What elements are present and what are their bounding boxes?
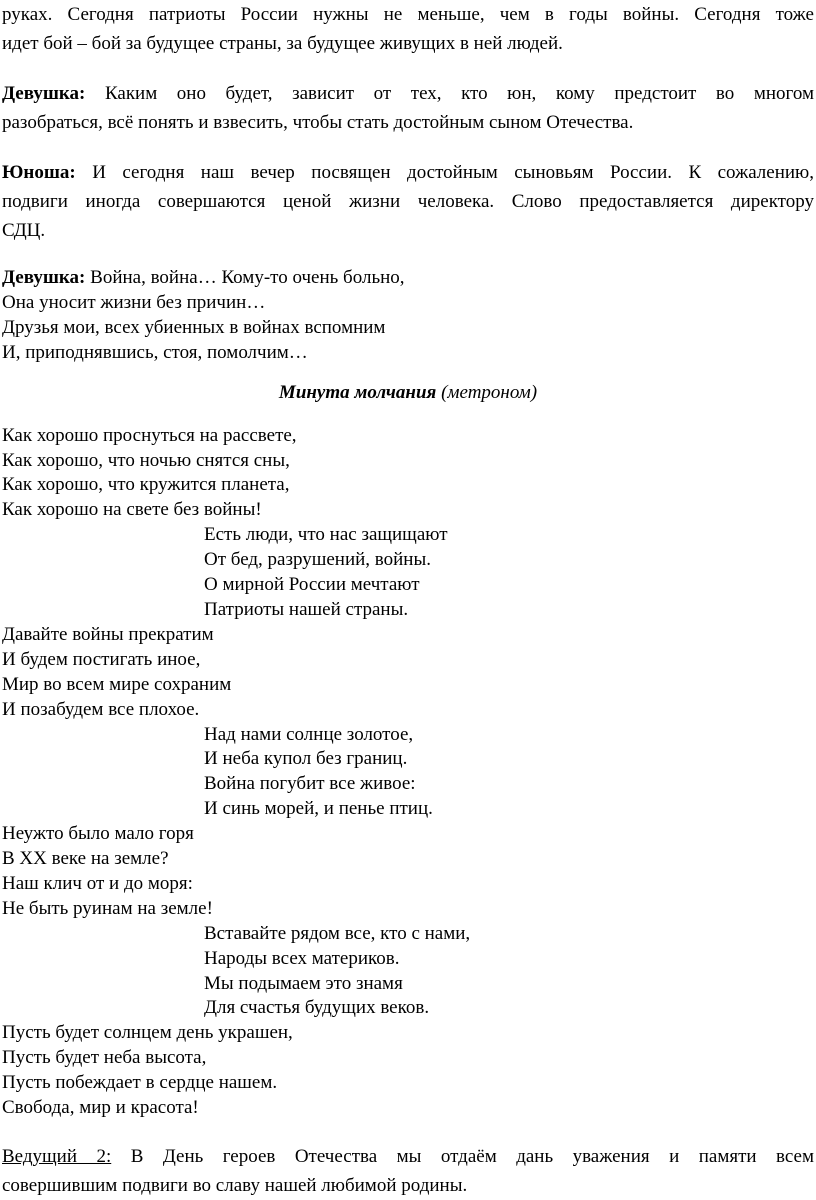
speaker-label: Ведущий 2: [2,1146,112,1167]
host2-text-1: В День героев Отечества мы отдаём дань уважения и памяти всем [111,1146,814,1167]
poem-line: Наш клич от и до моря: [2,872,193,894]
poem-line: И будем постигать иное, [2,648,201,670]
poem-line: Вставайте рядом все, кто с нами, [204,922,471,944]
poem-stanza [2,723,814,823]
speaker-label: Девушка: [2,267,86,288]
poem-stanza [2,623,814,723]
host2-line-2: совершившим подвиги во славу нашей любимой родины. [2,1175,468,1196]
poem-stanza [2,1021,814,1121]
girl-verse-line-2: Она уносит жизни без причин… [2,291,266,313]
boy-paragraph [2,158,814,245]
poem-line: Для счастья будущих веков. [204,997,430,1019]
poem-line: Как хорошо, что кружится планета, [2,474,290,496]
poem-line: И синь морей, и пенье птиц. [204,798,433,820]
poem-line: Пусть будет неба высота, [2,1047,207,1069]
poem-line: Свобода, мир и красота! [2,1097,199,1119]
poem-line: Давайте войны прекратим [2,623,214,645]
girl-paragraph-1-line-2: разобраться, всё понять и взвесить, чтобы стать достойным сыном Отечества. [2,112,634,133]
poem-line: И позабудем все плохое. [2,698,200,720]
boy-paragraph-line-2: подвиги иногда совершаются ценой жизни человека. Слово предоставляется директору [2,191,814,212]
minute-title: Минута молчания [278,381,437,403]
girl-verse-line-1 [2,266,814,291]
poem-line: Мы подымаем это знамя [204,972,403,994]
poem-line: Мир во всем мире сохраним [2,673,232,695]
poem-line: Война погубит все живое: [204,773,416,795]
minute-of-silence-heading [2,378,814,407]
intro-line-2: идет бой – бой за будущее страны, за будущее живущих в ней людей. [2,33,563,54]
poem-stanza [2,922,814,1022]
girl-paragraph-1 [2,79,814,137]
poem-stanza [2,822,814,922]
girl-verse [2,266,814,366]
poem-line: Над нами солнце золотое, [204,723,414,745]
poem-line: Патриоты нашей страны. [204,598,409,620]
poem-line: Неужто было мало горя [2,823,194,845]
poem-line: Народы всех материков. [204,947,400,969]
poem-line: О мирной России мечтают [204,574,420,596]
girl-verse-text-1: Война, война… Кому-то очень больно, [85,267,405,288]
poem-line: И неба купол без границ. [204,748,408,770]
poem-line: От бед, разрушений, войны. [204,549,431,571]
host2-paragraph [2,1142,814,1200]
poem-stanza [2,523,814,623]
girl-text-1: Каким оно будет, зависит от тех, кто юн, кому предстоит во многом [85,83,814,104]
poem-stanza [2,424,814,524]
intro-paragraph [2,0,814,58]
host2-line-1 [2,1142,814,1171]
speaker-label: Девушка: [2,83,86,104]
poem-line: Как хорошо проснуться на рассвете, [2,424,297,446]
poem-line: В ХХ веке на земле? [2,848,169,870]
poem-line: Не быть руинам на земле! [2,897,213,919]
minute-note: (метроном) [441,381,538,403]
poem-line: Как хорошо, что ночью снятся сны, [2,449,290,471]
girl-verse-line-4: И, приподнявшись, стоя, помолчим… [2,341,308,363]
poem-line: Как хорошо на свете без войны! [2,499,262,521]
girl-paragraph-1-line-1 [2,79,814,108]
speaker-label: Юноша: [2,162,76,183]
boy-paragraph-line-3: СДЦ. [2,220,46,241]
poem-line: Пусть побеждает в сердце нашем. [2,1072,278,1094]
intro-line-1: руках. Сегодня патриоты России нужны не меньше, чем в годы войны. Сегодня тоже [2,4,814,25]
poem-line: Пусть будет солнцем день украшен, [2,1022,293,1044]
girl-verse-line-3: Друзья мои, всех убиенных в войнах вспомним [2,316,386,338]
poem-line: Есть люди, что нас защищают [204,524,448,546]
poem [2,424,814,1121]
boy-paragraph-line-1 [2,158,814,187]
boy-text-1: И сегодня наш вечер посвящен достойным сыновьям России. К сожалению, [75,162,814,183]
